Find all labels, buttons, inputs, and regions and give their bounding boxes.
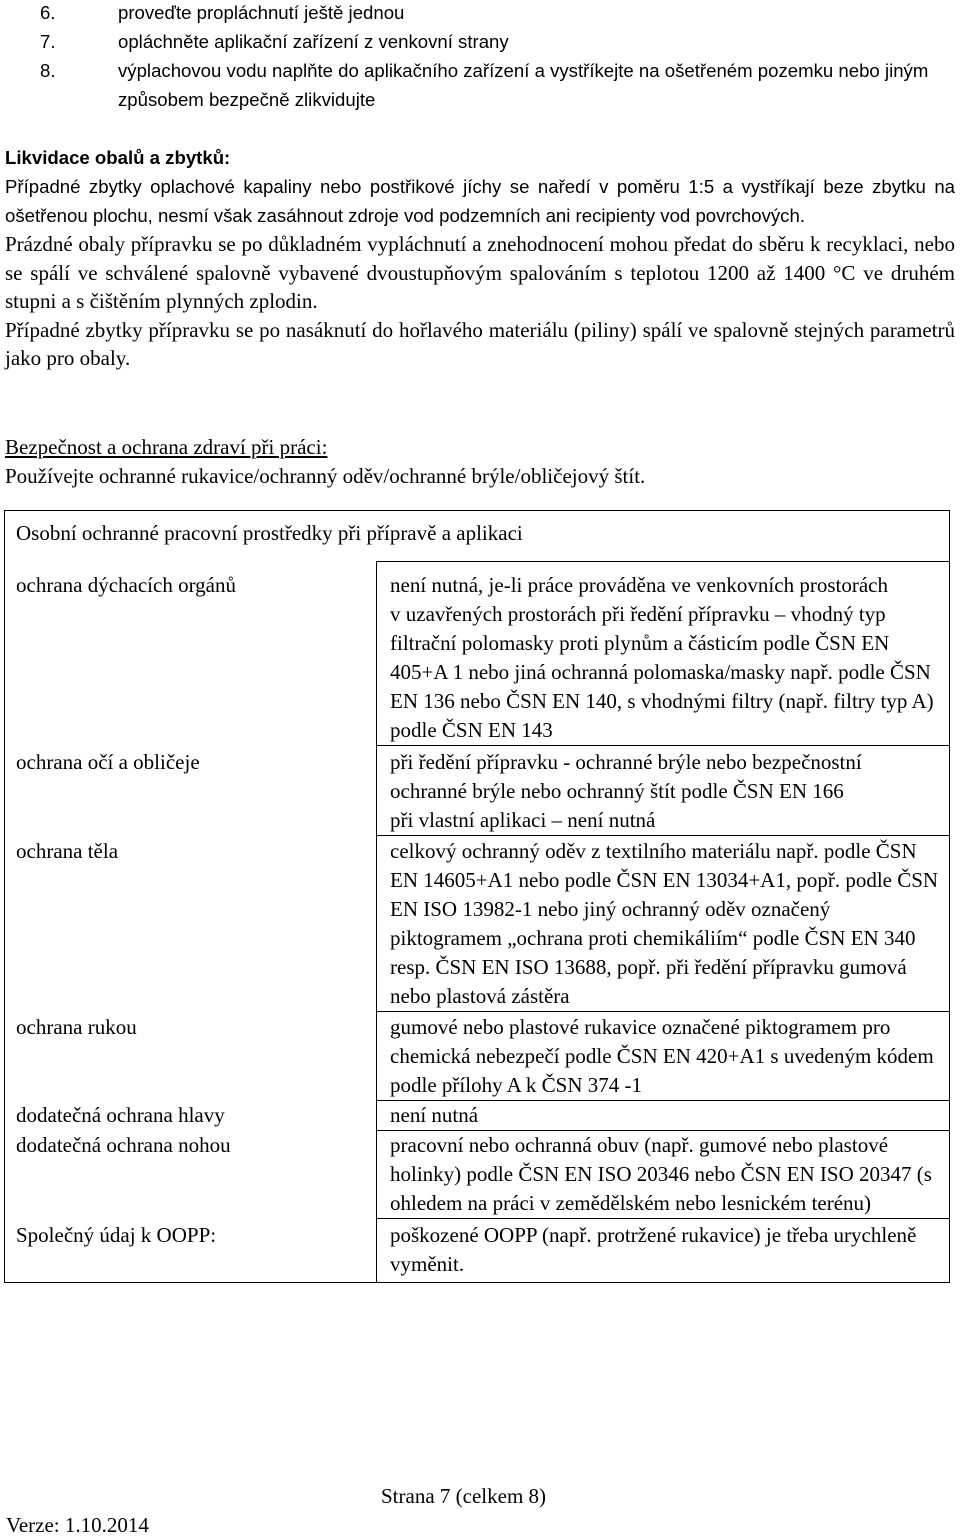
- list-text: výplachovou vodu naplňte do aplikačního zařízení a vystříkejte na ošetřeném pozemku nebo jiným způsobem bezpečně zlikvidujte: [118, 60, 929, 110]
- table-row: [5, 562, 950, 746]
- ppe-label: Společný údaj k OOPP:: [5, 1219, 377, 1283]
- table-row: [5, 836, 950, 1012]
- disposal-heading: Likvidace obalů a zbytků:: [5, 147, 231, 168]
- ppe-table: [4, 510, 950, 1283]
- ppe-label: ochrana dýchacích orgánů: [5, 562, 377, 746]
- disposal-paragraph-2: Prázdné obaly přípravku se po důkladném vypláchnutí a znehodnocení mohou předat do sběru k recyklaci, nebo se spálí ve schválené spalovně vybavené dvoustupňovým spalováním s teplotou 1200 až 1400 °C ve druhém stupni a s čištěním plynných zplodin.: [5, 232, 955, 313]
- table-row: [5, 1219, 950, 1283]
- list-number: 6.: [40, 2, 56, 23]
- list-item: [0, 56, 960, 114]
- table-row: [5, 1101, 950, 1131]
- ppe-value: pracovní nebo ochranná obuv (např. gumové nebo plastové holinky) podle ČSN EN ISO 20346 nebo ČSN EN ISO 20347 (s ohledem na práci v zemědělském nebo lesnickém terénu): [377, 1131, 950, 1219]
- disposal-paragraph-3: Případné zbytky přípravku se po nasáknutí do hořlavého materiálu (piliny) spálí ve spalovně stejných parametrů jako pro obaly.: [5, 317, 955, 370]
- safety-text: Používejte ochranné rukavice/ochranný oděv/ochranné brýle/obličejový štít.: [5, 464, 646, 488]
- disposal-section: [5, 143, 955, 373]
- ppe-value: gumové nebo plastové rukavice označené piktogramem pro chemická nebezpečí podle ČSN EN 420+A1 s uvedeným kódem podle přílohy A k ČSN 374 -1: [377, 1012, 950, 1101]
- list-item: [0, 27, 960, 56]
- safety-heading: Bezpečnost a ochrana zdraví při práci:: [5, 435, 328, 459]
- list-text: opláchněte aplikační zařízení z venkovní strany: [118, 31, 509, 52]
- table-row: [5, 1012, 950, 1101]
- list-item: [0, 0, 960, 27]
- list-number: 7.: [40, 31, 56, 52]
- table-row: [5, 746, 950, 836]
- steps-list: [0, 0, 960, 114]
- safety-section: [5, 433, 955, 491]
- ppe-value: při ředění přípravku - ochranné brýle nebo bezpečnostní ochranné brýle nebo ochranný štít podle ČSN EN 166 při vlastní aplikaci – není nutná: [377, 746, 950, 836]
- ppe-label: ochrana těla: [5, 836, 377, 1012]
- version-label: Verze: 1.10.2014: [6, 1513, 149, 1537]
- ppe-label: dodatečná ochrana hlavy: [5, 1101, 377, 1131]
- ppe-label: ochrana rukou: [5, 1012, 377, 1101]
- list-number: 8.: [40, 60, 56, 81]
- ppe-label: dodatečná ochrana nohou: [5, 1131, 377, 1219]
- ppe-value: poškozené OOPP (např. protržené rukavice) je třeba urychleně vyměnit.: [377, 1219, 950, 1283]
- ppe-table-title: Osobní ochranné pracovní prostředky při přípravě a aplikaci: [5, 511, 950, 562]
- table-row: [5, 1131, 950, 1219]
- ppe-title-row: [5, 511, 950, 562]
- disposal-paragraph-1: Případné zbytky oplachové kapaliny nebo postřikové jíchy se naředí v poměru 1:5 a vystříkají beze zbytku na ošetřenou plochu, nesmí však zasáhnout zdroje vod podzemních ani recipienty vod povrchových.: [5, 176, 955, 226]
- ppe-label: ochrana očí a obličeje: [5, 746, 377, 836]
- ppe-value: celkový ochranný oděv z textilního materiálu např. podle ČSN EN 14605+A1 nebo podle ČSN EN 13034+A1, popř. podle ČSN EN ISO 13982-1 nebo jiný ochranný oděv označený piktogramem „ochrana proti chemikáliím“ podle ČSN EN 340 resp. ČSN EN ISO 13688, popř. při ředění přípravku gumová nebo plastová zástěra: [377, 836, 950, 1012]
- ppe-value: není nutná: [377, 1101, 950, 1131]
- page-number: Strana 7 (celkem 8): [381, 1484, 547, 1508]
- ppe-value: není nutná, je-li práce prováděna ve venkovních prostorách v uzavřených prostorách při ředění přípravku – vhodný typ filtrační polomasky proti plynům a částicím podle ČSN EN 405+A 1 nebo jiná ochranná polomaska/masky např. podle ČSN EN 136 nebo ČSN EN 140, s vhodnými filtry (např. filtry typ A) podle ČSN EN 143: [377, 562, 950, 746]
- list-text: proveďte propláchnutí ještě jednou: [118, 2, 405, 23]
